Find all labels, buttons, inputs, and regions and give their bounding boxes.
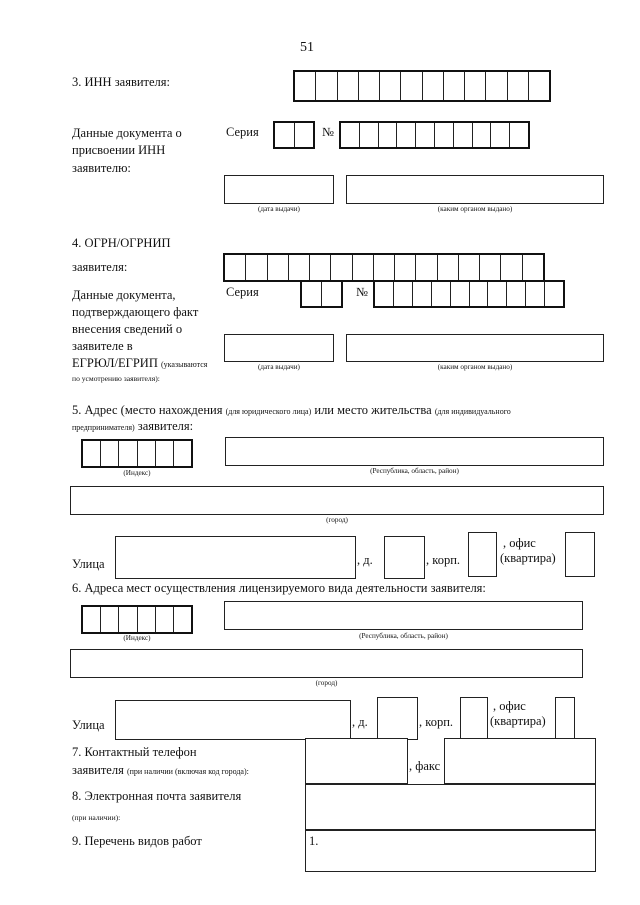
ogrn-series-label: Серия (226, 285, 259, 299)
address-index-input[interactable] (81, 439, 193, 468)
inn-series-label: Серия (226, 125, 259, 139)
activity-index-input[interactable] (81, 605, 193, 634)
activity-house-label: , д. (352, 715, 368, 729)
email-note: (при наличии): (72, 813, 121, 822)
address-building-input[interactable] (468, 532, 497, 577)
address-city-caption: (город) (326, 516, 348, 524)
address-house-label: , д. (357, 553, 373, 567)
inn-issuer-caption: (каким органом выдано) (437, 205, 513, 213)
works-input[interactable] (305, 830, 596, 872)
works-first-item: 1. (309, 834, 319, 848)
ogrn-series-input[interactable] (300, 280, 343, 308)
inn-doc-label-3: заявителю: (72, 161, 131, 175)
address-office-label-1: , офис (503, 536, 536, 550)
ogrn-doc-label-1: Данные документа, (72, 288, 176, 302)
ogrn-number-input[interactable] (373, 280, 565, 308)
activity-house-input[interactable] (377, 697, 418, 740)
activity-street-input[interactable] (115, 700, 351, 740)
address-region-input[interactable] (225, 437, 604, 466)
activity-office-input[interactable] (555, 697, 575, 740)
address-region-caption: (Республика, область, район) (370, 467, 459, 475)
ogrn-doc-label-5: ЕГРЮЛ/ЕГРИП (указываются (72, 356, 208, 370)
ogrn-issuer-caption: (каким органом выдано) (437, 363, 513, 371)
inn-series-input[interactable] (273, 121, 315, 149)
ogrn-input[interactable] (223, 253, 545, 282)
inn-number-label: № (322, 125, 334, 139)
activity-city-input[interactable] (70, 649, 583, 678)
fax-label: , факс (409, 759, 441, 773)
activity-region-input[interactable] (224, 601, 583, 630)
activity-building-label: , корп. (419, 715, 454, 729)
address-street-label: Улица (72, 557, 105, 571)
fax-input[interactable] (444, 738, 596, 784)
address-house-input[interactable] (384, 536, 425, 579)
address-office-label-2: (квартира) (500, 551, 556, 565)
works-title: 9. Перечень видов работ (72, 834, 202, 848)
email-input[interactable] (305, 784, 596, 830)
address-index-caption: (Индекс) (123, 469, 151, 477)
address-city-input[interactable] (70, 486, 604, 515)
inn-issue-date-input[interactable] (224, 175, 334, 204)
ogrn-doc-label-2: подтверждающего факт (72, 305, 199, 319)
activity-office-label-1: , офис (493, 699, 526, 713)
address-title-line-1: 5. Адрес (место нахождения (для юридического лица) или место жительства (для индивидуального (72, 403, 511, 417)
address-building-label: , корп. (426, 553, 461, 567)
activity-region-caption: (Республика, область, район) (359, 632, 448, 640)
ogrn-doc-label-4: заявителе в (72, 339, 133, 353)
address-street-input[interactable] (115, 536, 356, 579)
inn-number-input[interactable] (339, 121, 530, 149)
address-title-line-2: предпринимателя) заявителя: (72, 419, 194, 433)
phone-label-1: 7. Контактный телефон (72, 745, 197, 759)
activity-building-input[interactable] (460, 697, 488, 740)
ogrn-doc-label-6: по усмотрению заявителя): (72, 374, 160, 383)
activity-office-label-2: (квартира) (490, 714, 546, 728)
inn-issuer-input[interactable] (346, 175, 604, 204)
address-office-input[interactable] (565, 532, 595, 577)
phone-label-2: заявителя (при наличии (включая код города): (72, 763, 249, 777)
ogrn-issue-date-input[interactable] (224, 334, 334, 362)
phone-input[interactable] (305, 738, 408, 784)
ogrn-doc-label-3: внесения сведений о (72, 322, 183, 336)
inn-title: 3. ИНН заявителя: (72, 75, 171, 89)
activity-address-title: 6. Адреса мест осуществления лицензируемого вида деятельности заявителя: (72, 581, 486, 595)
activity-city-caption: (город) (315, 679, 338, 687)
activity-index-caption: (Индекс) (123, 634, 151, 642)
inn-input[interactable] (293, 70, 551, 102)
ogrn-issuer-input[interactable] (346, 334, 604, 362)
inn-issue-date-caption: (дата выдачи) (258, 205, 300, 213)
inn-doc-label-1: Данные документа о (72, 126, 182, 140)
ogrn-applicant-label: заявителя: (72, 260, 128, 274)
ogrn-number-label: № (356, 285, 368, 299)
activity-street-label: Улица (72, 718, 105, 732)
page-number: 51 (300, 40, 314, 55)
inn-doc-label-2: присвоении ИНН (72, 143, 166, 157)
ogrn-title: 4. ОГРН/ОГРНИП (72, 236, 171, 250)
ogrn-issue-date-caption: (дата выдачи) (258, 363, 300, 371)
email-label: 8. Электронная почта заявителя (72, 789, 242, 803)
